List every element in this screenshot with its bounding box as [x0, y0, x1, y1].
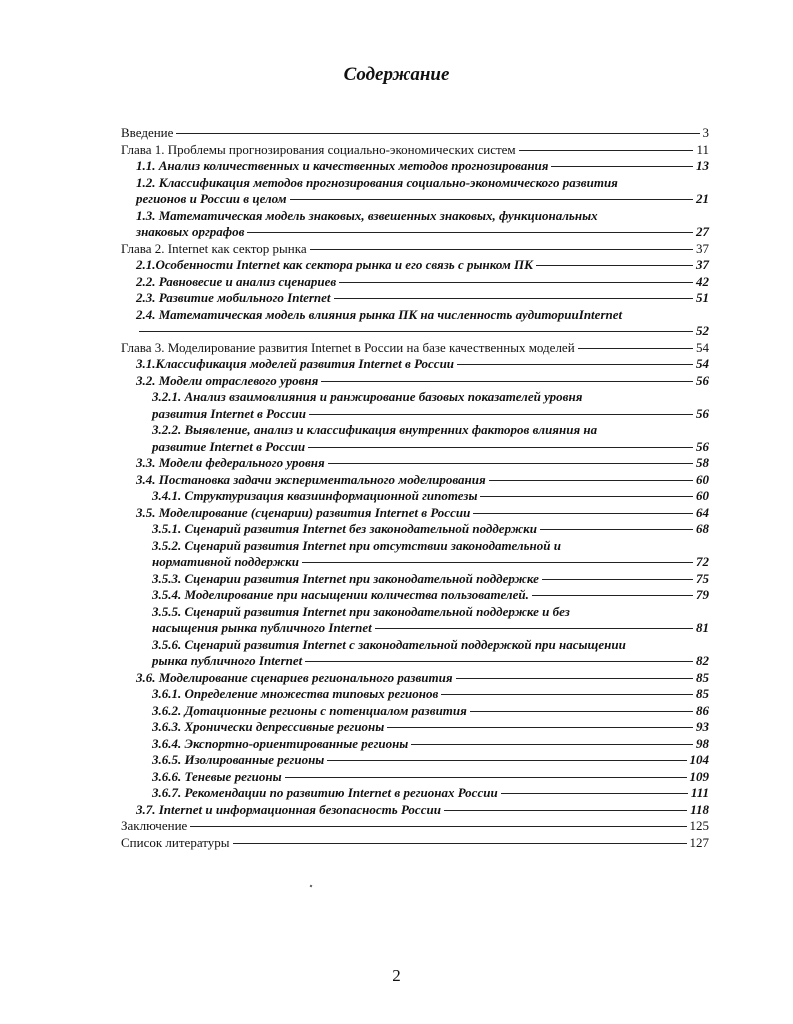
toc-leader-line: [375, 628, 693, 629]
page-title: Содержание: [343, 64, 450, 85]
toc-page-number: 60: [696, 471, 709, 487]
toc-entry-row: [136, 323, 709, 340]
toc-page-number: 52: [696, 323, 709, 338]
toc-page-number: 72: [696, 554, 709, 569]
toc-page-number: 60: [696, 488, 709, 503]
toc-entry: [121, 637, 709, 670]
toc-page-number: 37: [696, 257, 709, 272]
toc-entry-text: 3.5.6. Сценарий развития Internet с законодательной поддержкой при насыщении: [152, 636, 626, 652]
toc-entry-text: 3.5.4. Моделирование при насыщении количества пользователей.: [152, 587, 529, 602]
toc-entry-text: 3.6.3. Хронически депрессивные регионы: [152, 719, 385, 734]
toc-entry: [121, 505, 709, 522]
toc-leader-line: [290, 199, 693, 200]
toc-entry: [121, 818, 709, 835]
toc-page-number: 79: [696, 587, 709, 602]
toc-entry-text: развитие Internet в России: [152, 438, 306, 454]
toc-leader-line: [540, 529, 693, 530]
toc-leader-line: [578, 348, 693, 349]
toc-entry-row: [152, 769, 709, 786]
toc-entry-text: 3.5.5. Сценарий развития Internet при законодательной поддержке и без: [152, 603, 570, 619]
toc-page-number: 56: [696, 372, 709, 388]
toc-entry: [121, 488, 709, 505]
toc-page-number: 51: [696, 290, 709, 305]
toc-entry-text: 3.7. Internet и информационная безопасность России: [136, 801, 441, 817]
toc-entry-row: [136, 670, 709, 687]
toc-page-number: 21: [696, 191, 709, 206]
toc-leader-line: [176, 133, 699, 134]
toc-page-number: 118: [690, 801, 709, 817]
toc-entry: [121, 736, 709, 753]
toc-entry-text: регионов и России в целом: [136, 191, 287, 206]
toc-entry: [121, 802, 709, 819]
toc-leader-line: [328, 463, 693, 464]
toc-entry-text: знаковых орграфов: [136, 224, 245, 239]
toc-entry-row: [152, 686, 709, 703]
toc-entry-text: Список литературы: [121, 834, 230, 850]
toc-entry-row: [152, 554, 709, 571]
toc-page-number: 3: [702, 125, 709, 140]
toc-entry-row: [136, 257, 709, 274]
toc-entry: [121, 290, 709, 307]
toc-entry-text: 3.1.Классификация моделей развития Internet в России: [136, 356, 455, 371]
toc-page-number: 93: [696, 719, 709, 734]
toc-page-number: 82: [696, 653, 709, 668]
toc-entry-row: [121, 142, 709, 159]
toc-page-number: 104: [689, 752, 709, 767]
toc-entry: [121, 175, 709, 208]
toc-entry-row: [152, 406, 709, 423]
toc-entry-text: 3.3. Модели федерального уровня: [136, 455, 325, 470]
toc-entry: [121, 307, 709, 340]
toc-entry-text: рынка публичного Internet: [152, 653, 303, 668]
toc-leader-line: [456, 678, 693, 679]
toc-page-number: 85: [696, 669, 709, 685]
toc-entry-text: 3.4.1. Структуризация квазиинформационной гипотезы: [152, 488, 478, 503]
toc-entry-text: 3.4. Постановка задачи экспериментального моделирования: [136, 471, 486, 487]
toc-entry-text: 1.1. Анализ количественных и качественных методов прогнозирования: [136, 158, 549, 173]
toc-entry-row: [121, 340, 709, 357]
toc-leader-line: [247, 232, 693, 233]
toc-entry-row: [136, 373, 709, 390]
toc-leader-line: [139, 331, 693, 332]
toc-entry: [121, 835, 709, 852]
toc-entry-row: [136, 274, 709, 291]
toc-leader-line: [551, 166, 693, 167]
toc-entry: [121, 703, 709, 720]
toc-page-number: 85: [696, 686, 709, 701]
toc-page-number: 42: [696, 273, 709, 289]
toc-entry-text: Глава 1. Проблемы прогнозирования социально-экономических систем: [121, 141, 516, 157]
toc-entry: [121, 670, 709, 687]
toc-entry-text: развития Internet в России: [152, 405, 307, 421]
toc-page-number: 127: [689, 834, 709, 850]
toc-leader-line: [321, 381, 693, 382]
toc-leader-line: [327, 760, 686, 761]
toc-entry-text: 1.3. Математическая модель знаковых, взвешенных знаковых, функциональных: [136, 207, 598, 223]
toc-entry-row: [152, 719, 709, 736]
toc-entry: [121, 241, 709, 258]
toc-entry: [121, 373, 709, 390]
toc-entry: [121, 785, 709, 802]
toc-entry: [121, 142, 709, 159]
toc-page-number: 75: [696, 570, 709, 586]
toc-leader-line: [302, 562, 693, 563]
toc-leader-line: [536, 265, 693, 266]
toc-entry: [121, 719, 709, 736]
toc-entry-row: [136, 802, 709, 819]
toc-entry-text: 3.5.1. Сценарий развития Internet без законодательной поддержки: [152, 521, 537, 536]
toc-entry-row: [136, 505, 709, 522]
toc-leader-line: [285, 777, 687, 778]
page-number: 2: [392, 966, 401, 985]
toc-leader-line: [334, 298, 693, 299]
toc-entry-text: Глава 2. Internet как сектор рынка: [121, 240, 307, 256]
toc-leader-line: [411, 744, 693, 745]
toc-leader-line: [309, 414, 693, 415]
table-of-contents: [121, 125, 709, 851]
toc-entry-text: 3.6. Моделирование сценариев регионального развития: [136, 669, 453, 685]
toc-entry-row: [152, 653, 709, 670]
toc-entry: [121, 587, 709, 604]
toc-page-number: 37: [696, 240, 709, 256]
toc-entry-text: 2.4. Математическая модель влияния рынка ПК на численность аудиторииInternet: [136, 306, 623, 322]
toc-entry: [121, 604, 709, 637]
toc-entry-text: 3.5.2. Сценарий развития Internet при отсутствии законодательной и: [152, 537, 561, 553]
toc-page-number: 64: [696, 504, 709, 520]
toc-entry-text: 2.2. Равновесие и анализ сценариев: [136, 273, 337, 289]
toc-leader-line: [489, 480, 693, 481]
toc-entry-row: [152, 620, 709, 637]
toc-page-number: 125: [689, 818, 709, 833]
toc-entry-row: [136, 472, 709, 489]
toc-entry-text: Заключение: [121, 818, 188, 833]
toc-leader-line: [542, 579, 693, 580]
toc-entry-text: Введение: [121, 125, 174, 140]
scan-speck: [310, 885, 313, 888]
toc-page-number: 13: [696, 158, 709, 173]
toc-entry: [121, 274, 709, 291]
toc-entry-text: насыщения рынка публичного Internet: [152, 620, 372, 635]
toc-leader-line: [310, 249, 693, 250]
toc-entry: [121, 356, 709, 373]
toc-entry: [121, 538, 709, 571]
toc-entry-text: 3.2.2. Выявление, анализ и классификация внутренних факторов влияния на: [152, 422, 598, 437]
toc-entry-row: [152, 752, 709, 769]
toc-entry-text: 3.5.3. Сценарии развития Internet при законодательной поддержке: [152, 570, 539, 586]
toc-entry-row: [121, 835, 709, 852]
toc-entry-row: [136, 290, 709, 307]
toc-entry: [121, 521, 709, 538]
toc-leader-line: [501, 793, 688, 794]
toc-page-number: 86: [696, 702, 709, 718]
toc-entry-row: [152, 521, 709, 538]
toc-entry: [121, 158, 709, 175]
toc-entry-row: [152, 703, 709, 720]
toc-leader-line: [441, 694, 693, 695]
toc-entry: [121, 389, 709, 422]
toc-leader-line: [457, 364, 693, 365]
toc-entry-text: 3.6.7. Рекомендации по развитию Internet в регионах России: [152, 785, 498, 800]
toc-entry-row: [152, 736, 709, 753]
toc-entry: [121, 455, 709, 472]
toc-entry-row: [136, 356, 709, 373]
toc-entry-text: 3.6.4. Экспортно-ориентированные регионы: [152, 735, 409, 751]
toc-entry-text: 3.6.2. Дотационные регионы с потенциалом развития: [152, 702, 467, 718]
toc-leader-line: [480, 496, 693, 497]
toc-page-number: 56: [696, 438, 709, 454]
toc-entry-text: нормативной поддержки: [152, 554, 299, 569]
toc-page-number: 54: [696, 356, 709, 371]
toc-page-number: 27: [696, 224, 709, 239]
toc-leader-line: [519, 150, 694, 151]
toc-page-number: 54: [696, 339, 709, 355]
toc-entry-text: 3.5. Моделирование (сценарии) развития Internet в России: [136, 504, 471, 520]
toc-leader-line: [470, 711, 693, 712]
toc-entry-text: 1.2. Классификация методов прогнозирования социально-экономического развития: [136, 174, 618, 190]
toc-leader-line: [190, 826, 686, 827]
toc-entry: [121, 340, 709, 357]
toc-page-number: 56: [696, 405, 709, 421]
toc-entry: [121, 686, 709, 703]
toc-entry: [121, 769, 709, 786]
toc-entry: [121, 422, 709, 455]
toc-entry-row: [121, 818, 709, 835]
toc-entry-row: [136, 224, 709, 241]
toc-leader-line: [305, 661, 693, 662]
toc-leader-line: [387, 727, 693, 728]
toc-page-number: 11: [696, 141, 709, 157]
toc-leader-line: [339, 282, 693, 283]
toc-entry-row: [121, 241, 709, 258]
toc-page-number: 81: [696, 620, 709, 635]
toc-entry: [121, 472, 709, 489]
toc-page-number: 111: [690, 785, 709, 800]
toc-entry-text: Глава 3. Моделирование развития Internet в России на базе качественных моделей: [121, 339, 575, 355]
toc-entry: [121, 125, 709, 142]
toc-entry-text: 3.6.5. Изолированные регионы: [152, 752, 325, 767]
toc-entry: [121, 752, 709, 769]
toc-entry-row: [152, 785, 709, 802]
toc-entry-text: 2.3. Развитие мобильного Internet: [136, 290, 331, 305]
toc-entry-row: [152, 571, 709, 588]
toc-entry-text: 3.6.1. Определение множества типовых регионов: [152, 686, 439, 701]
toc-page-number: 58: [696, 455, 709, 470]
toc-page-number: 109: [689, 768, 709, 784]
toc-page-number: 98: [696, 735, 709, 751]
toc-entry-row: [152, 587, 709, 604]
toc-leader-line: [473, 513, 693, 514]
toc-entry-row: [152, 488, 709, 505]
toc-leader-line: [308, 447, 693, 448]
toc-entry-row: [121, 125, 709, 142]
toc-entry-text: 2.1.Особенности Internet как сектора рынка и его связь с рынком ПК: [136, 257, 533, 272]
toc-entry-text: 3.2.1. Анализ взаимовлияния и ранжирование базовых показателей уровня: [152, 389, 583, 404]
toc-page-number: 68: [696, 521, 709, 536]
toc-entry-text: 3.2. Модели отраслевого уровня: [136, 372, 319, 388]
toc-leader-line: [532, 595, 693, 596]
toc-entry: [121, 208, 709, 241]
toc-entry-row: [136, 455, 709, 472]
toc-entry: [121, 571, 709, 588]
toc-entry-row: [136, 191, 709, 208]
toc-entry-row: [152, 439, 709, 456]
toc-leader-line: [233, 843, 687, 844]
toc-entry: [121, 257, 709, 274]
toc-entry-row: [136, 158, 709, 175]
toc-entry-text: 3.6.6. Теневые регионы: [152, 768, 282, 784]
toc-leader-line: [444, 810, 687, 811]
